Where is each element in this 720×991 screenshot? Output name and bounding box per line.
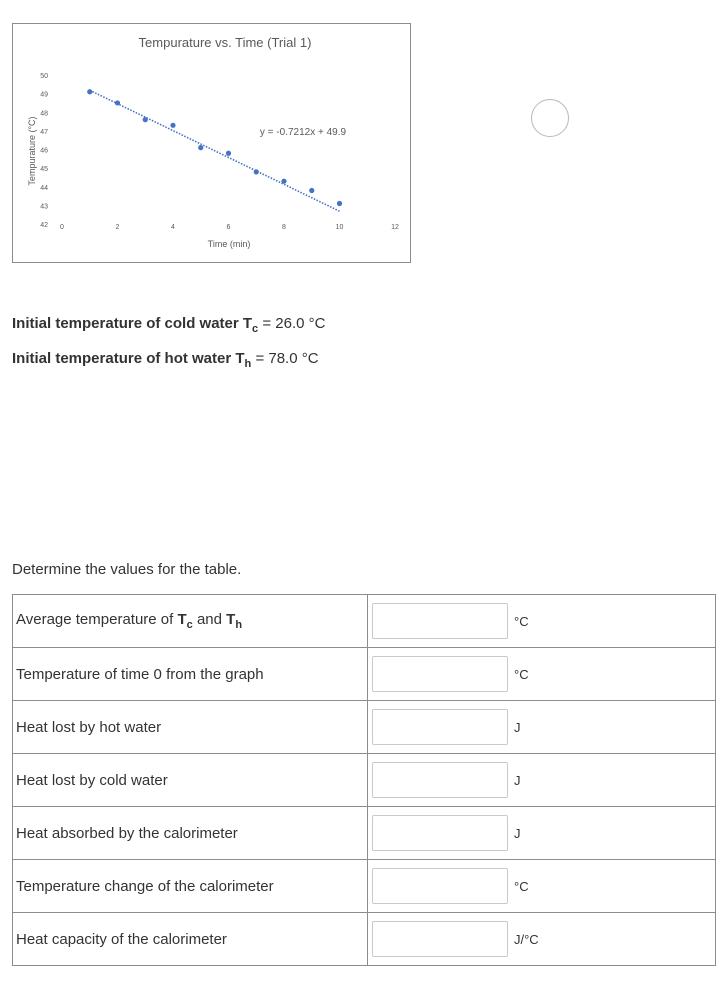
temperature-time-chart: [13, 24, 412, 264]
answer-cell: [368, 595, 716, 648]
x-tick-label: 6: [226, 224, 231, 231]
data-point: [143, 117, 148, 122]
unit-label: J: [514, 772, 521, 788]
answer-cell: [368, 807, 716, 860]
row-label-temperature-time-zero: Temperature of time 0 from the graph: [13, 648, 368, 701]
y-tick-label: 42: [40, 222, 48, 229]
unit-label: °C: [514, 613, 529, 629]
x-tick-label: 0: [60, 224, 64, 231]
x-tick-label: 2: [115, 224, 120, 231]
chart-card: [12, 23, 411, 263]
y-tick-label: 43: [40, 203, 48, 211]
table-row: [13, 754, 716, 807]
row-label-heat-lost-hot: Heat lost by hot water: [13, 701, 368, 754]
unit-label: °C: [514, 666, 529, 682]
data-point: [337, 201, 342, 206]
answer-cell: [368, 701, 716, 754]
chart-x-axis-label: Time (min): [207, 239, 251, 249]
temperature-change-calorimeter-input[interactable]: [372, 868, 508, 904]
y-tick-label: 49: [40, 91, 48, 99]
unit-label: J: [514, 825, 521, 841]
answer-cell: [368, 913, 716, 966]
data-point: [226, 151, 231, 156]
table-row: [13, 701, 716, 754]
unit-label: J: [514, 719, 521, 735]
x-tick-label: 8: [282, 224, 286, 231]
answer-cell: [368, 754, 716, 807]
values-table: [12, 594, 716, 966]
data-point: [281, 179, 286, 184]
y-tick-label: 46: [40, 147, 48, 155]
temperature-time-zero-input[interactable]: [372, 656, 508, 692]
answer-cell: [368, 860, 716, 913]
row-label-average-temperature: Average temperature of $T_c$ and $T_h$: [13, 595, 368, 648]
y-tick-label: 45: [40, 166, 48, 174]
chart-data-marks: [87, 89, 342, 211]
heat-lost-cold-input[interactable]: [372, 762, 508, 798]
row-label-heat-capacity-calorimeter: Heat capacity of the calorimeter: [13, 913, 368, 966]
x-tick-label: 4: [171, 224, 175, 231]
heat-absorbed-calorimeter-input[interactable]: [372, 815, 508, 851]
data-point: [115, 100, 120, 105]
trendline-equation: y = -0.7212x + 49.9: [259, 127, 347, 138]
x-tick-label: 10: [335, 224, 344, 231]
y-tick-label: 50: [40, 73, 48, 80]
row-label-heat-lost-cold: Heat lost by cold water: [13, 754, 368, 807]
unit-label: J/°C: [514, 931, 539, 947]
initial-cold-temperature: Initial temperature of cold water $T_c = 26.0$ °C: [12, 315, 326, 335]
row-label-heat-absorbed-calorimeter: Heat absorbed by the calorimeter: [13, 807, 368, 860]
heat-capacity-calorimeter-input[interactable]: [372, 921, 508, 957]
row-label-temperature-change-calorimeter: Temperature change of the calorimeter: [13, 860, 368, 913]
chart-y-axis-label: Tempurature (°C): [27, 116, 37, 186]
data-point: [170, 123, 175, 128]
initial-hot-temperature: Initial temperature of hot water $T_h = 78.0$ °C: [12, 350, 319, 370]
table-row: [13, 595, 716, 648]
data-point: [254, 169, 259, 174]
y-tick-label: 48: [40, 110, 48, 118]
table-row: [13, 807, 716, 860]
heat-lost-hot-input[interactable]: [372, 709, 508, 745]
table-row: [13, 913, 716, 966]
trendline: [90, 90, 340, 211]
unit-label: °C: [514, 878, 529, 894]
chart-title: Tempurature vs. Time (Trial 1): [138, 35, 312, 50]
data-point: [309, 188, 314, 193]
y-tick-label: 47: [40, 128, 48, 136]
table-row: [13, 648, 716, 701]
instruction-text: Determine the values for the table.: [12, 561, 242, 578]
average-temperature-input[interactable]: [372, 603, 508, 639]
data-point: [198, 145, 203, 150]
chart-axis-ticks: [40, 73, 399, 231]
radio-circle[interactable]: [531, 99, 569, 137]
y-tick-label: 44: [40, 184, 48, 192]
data-point: [87, 89, 92, 94]
table-row: [13, 860, 716, 913]
x-tick-label: 12: [391, 224, 399, 231]
answer-cell: [368, 648, 716, 701]
